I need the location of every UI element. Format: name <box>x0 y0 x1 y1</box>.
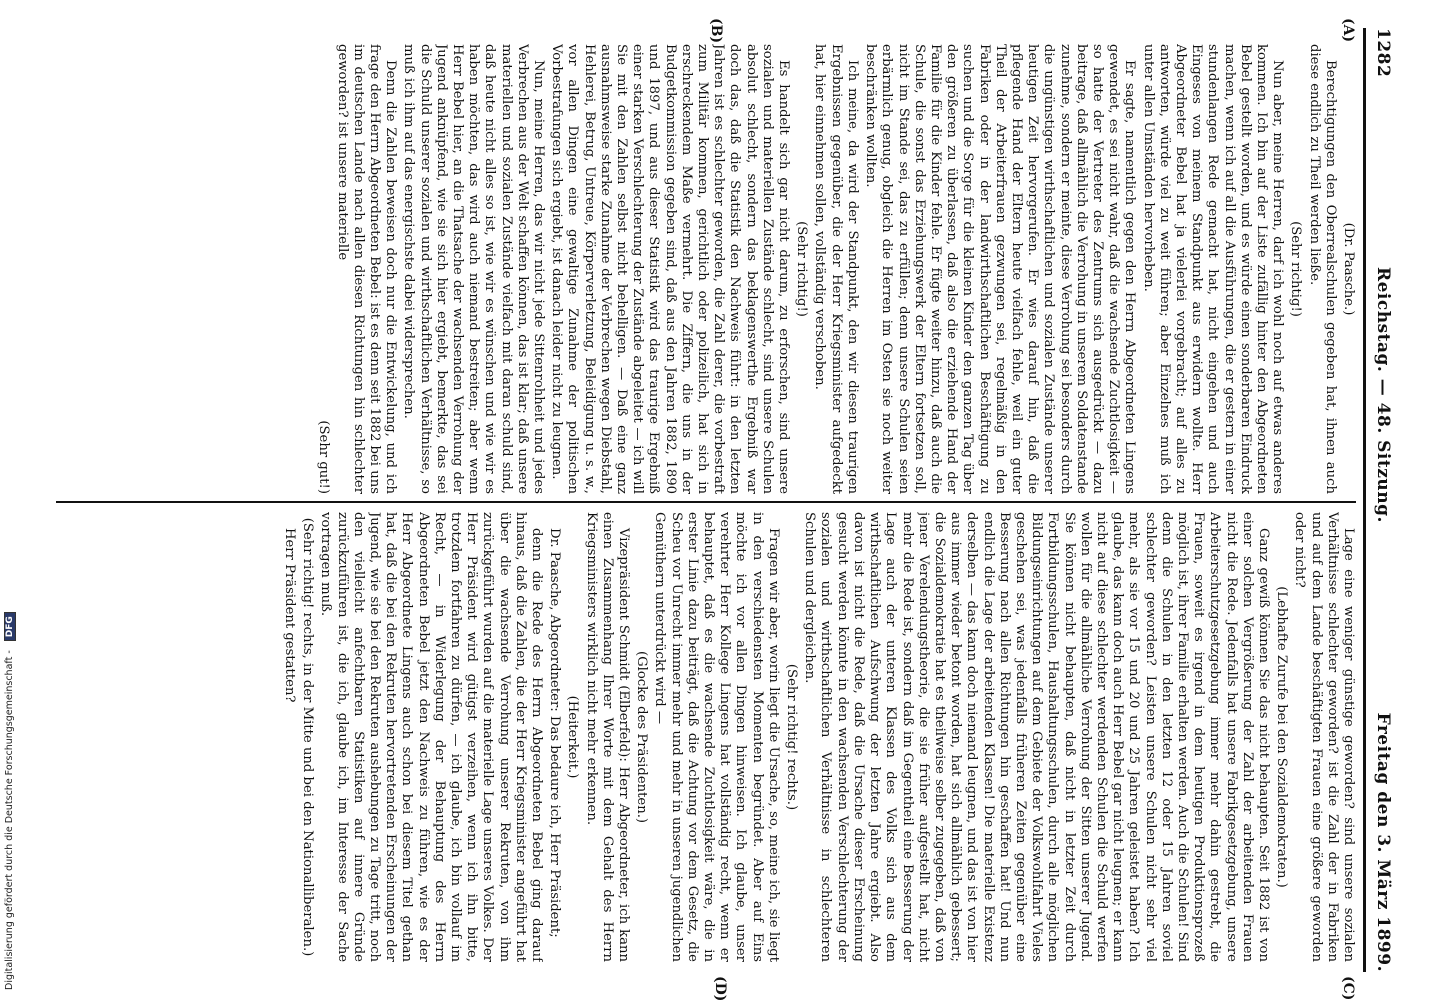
paragraph: Vizepräsident Schmidt (Elberfeld): Herr Abgeordneter, ich kann einen Zusammenhang Ihrer Worte mit dem Gehalt des Herrn Kriegsministers wirklich nicht mehr erkennen. <box>583 512 632 962</box>
right-column <box>56 512 1356 962</box>
speaker-tag: (Dr. Paasche.) <box>1341 222 1356 316</box>
page-header <box>1370 28 1396 972</box>
paragraph: Er sagte, namentlich gegen den Herrn Abgeordneten Lingens gewendet, es sei nicht wahr, daß die wachsende Zuchtlosigkeit — so hatte der Vertreter des Zentrums sich ausgedrückt — dazu beitrage, daß allmählich die Verrohung in unserem Soldatenstande zunehme, sondern er meinte, diese Verrohung sei besonders durch die ungünstigen wirthschaftlichen und sozialen Zustände unserer heutigen Zeit hervorgerufen. Er wies darauf hin, daß die pflegende Hand der Eltern heute vielfach fehle, weil ein guter Theil der Arbeiterfrauen gezwungen sei, regelmäßig in den Fabriken oder in der landwirthschaftlichen Beschäftigung zu suchen und die Sorge für die kleinen Kinder den ganzen Tag über den größeren zu überlassen, daß also die erziehende Hand der Familie für die Kinder fehle. Er fügte weiter hinzu, daß auch die Schule, die sonst das Erziehungswerk der Eltern fortsetzen soll, nicht im Stande sei, das zu erfüllen; denn unsere Schulen seien erbärmlich genug, obgleich die Herren im Osten sie noch weiter beschränken wollten. <box>863 44 1138 494</box>
header-rule <box>1363 28 1366 972</box>
paragraph: Nun, meine Herren, das wir nicht jede Sittenrohheit und jedes Verbrechen aus der Welt schaffen können, das ist klar; daß unsere materiellen und sozialen Zustände vielfach mit daran schuld sind, daß heute nicht alles so ist, wie wir es wünschen und wie wir es haben möchten, das wird auch niemand bestreiten; aber wenn Herr Bebel hier, an die Thatsache der wachsenden Verrohung der Jugend anknüpfend, wie sie sich hier ergiebt, bemerkte, das sei die Schuld unserer sozialen und wirthschaftlichen Verhältnisse, so muß ich ihm auf das energischste dabei widersprechen. <box>401 44 547 494</box>
left-column <box>56 44 1356 494</box>
paragraph: (Lebhafte Zurufe bei den Sozialdemokraten.) <box>1274 586 1290 888</box>
digitisation-credit <box>4 0 16 990</box>
paragraph: (Heiterkeit.) <box>565 695 581 779</box>
paragraph: Ich meine, da wird der Standpunkt, den wir diesen traurigen Ergebnissen gegenüber, die der Herr Kriegsminister aufgedeckt hat, hier einnehmen sollen, vollständig verschoben. <box>812 44 860 494</box>
column-divider <box>56 501 1356 503</box>
left-column-paragraphs <box>333 44 1337 494</box>
newspaper-page <box>42 18 1396 1001</box>
credit-text: Digitalisierung gefördert durch die Deutsche Forschungsgemeinschaft - <box>4 650 15 990</box>
paragraph: denn die Rede des Herrn Abgeordneten Bebel ging darauf hinaus, daß die Zahlen, die der Herr Kriegsminister angeführt hat über die wachsende Verrohung unserer Rekruten, von ihm zurückgeführt wurden auf die materielle Lage unseres Volkes. Der Herr Präsident wird gütigst verzeihen, wenn ich ihn bitte, trotzdem fortfahren zu dürfen, — ich glaube, ich bin vollauf im Recht, — in Widerlegung der Behauptung des Herrn Abgeordneten Bebel jetzt den Nachweis zu führen, wie es der Herr Abgeordnete Lingens auch schon bei diesem Titel gethan hat, daß die bei den Rekruten hervortretenden Erscheinungen der Jugend, wie sie bei den Rekruten aushebungen zu Tage tritt, noch den vielleicht anfechtbaren Statistiken auf innere Gründe zurückzuführen ist, die ich, glaube ich, im Interesse der Sache vortragen muß. <box>318 512 545 962</box>
callout: (Sehr gut!) <box>316 420 332 494</box>
paragraph: Es handelt sich gar nicht darum, zu erforschen, sind unsere sozialen und materiellen Zustände schlecht, sind unsere Schulen absolut schlecht, sondern das beklagenswerthe Ergebniß war doch das, daß die Statistik den Nachweis führt: in den letzten Jahren ist es schlechter geworden, die Zahl derer, die vorbestraft zum Militär kommen, gerichtlich oder polizeilich, hat sich in erschreckendem Maße vermehrt. Die Ziffern, die uns in der Budgetkommission gegeben sind, daß aus den Jahren 1882, 1890 und 1897, und aus dieser Statistik wird das traurige Ergebniß einer starken Verschlechterung der Zustände abgeleitet — ich will Sie mit den Zahlen selbst nicht behelligen. — Daß eine ganz ausnahmsweise starke Zunahme der Verbrechen wegen Diebstahl, Hehlerei, Betrug, Untreue, Körperverletzung, Beleidigung u. s. w., vor allen Dingen eine gewaltige Zunahme der politischen Vorbestrafungen sich ergiebt, ist danach leider nicht zu leugnen. <box>549 44 792 494</box>
paragraph: (Sehr richtig!) <box>1288 221 1304 317</box>
margin-marker-d: (D) <box>712 976 728 1001</box>
paragraph: (Glocke des Präsidenten.) <box>634 650 650 824</box>
paragraph: Fragen wir aber, worin liegt die Ursache, so, meine ich, sie liegt in den verschiedensten Momenten begründet. Aber auf Eins möchte ich vor allen Dingen hinweisen. Ich glaube, unser verehrter Herr Kollege Lingens hat vollständig recht, wenn er behauptet, daß es die wachsende Zuchtlosigkeit wäre, die in erster Linie dazu beiträgt, daß die Achtung vor dem Gesetz, die Scheu vor Unrecht immer mehr und mehr in unseren jugendlichen Gemüthern unterdrückt wird — <box>652 512 781 962</box>
paragraph: Ganz gewiß können Sie das nicht behaupten. Seit 1882 ist von einer solchen Vergrößerung der Zahl der arbeitenden Frauen nicht die Rede. Jedenfalls hat unsere Fabrikgesetzgebung, unsere Arbeiterschutzgesetzgebung immer mehr dahin gestrebt, die Frauen, soweit es irgend in dem heutigen Produktionsprozeß möglich ist, ihrer Familie erhalten werden. Auch die Schulen! Sind denn die Schulen in den letzten 12 oder 15 Jahren soviel schlechter geworden? Leisten unsere Schulen nicht sehr viel mehr, als sie vor 15 und 20 und 25 Jahren geleistet haben? Ich glaube, das kann doch auch Herr Bebel gar nicht leugnen; er kann nicht auf diese schlechter werdenden Schulen die Schuld werfen wollen für die allmähliche Verrohung der Sitten unserer Jugend. Sie können nicht behaupten, daß nicht in letzter Zeit durch Fortbildungsschulen, Haushaltungsschulen, durch alle möglichen Bildungseinrichtungen auf dem Gebiete der Volkswohlfahrt Vieles geschehen sei, was jedenfalls früheren Zeiten gegenüber eine Besserung nach allen Richtungen hin geschaffen hat! Und nun endlich die Lage der arbeitenden Klassen! Die materielle Existenz derselben — das kann doch niemand leugnen, und das ist von hier aus immer wieder betont worden, hat sich allmählich gebessert; die Sozialdemokratie hat es theilweise selber zugegeben, daß von jener Verelendungstheorie, die sie früher aufgestellt hat, nicht mehr die Rede ist, sondern daß im Gegentheil eine Besserung der Lage auch der unteren Klassen des Volks sich aus dem wirthschaftlichen Aufschwung der letzten Jahre ergiebt. Also davon ist nicht die Rede, daß die Ursache dieser Erscheinung gesucht werden könnte in den wachsenden Verschlechterung der sozialen und wirthschaftlichen Verhältnisse in schlechteren Schulen und dergleichen. <box>802 512 1271 962</box>
paragraph: Nun aber, meine Herren, darf ich wohl noch auf etwas anderes kommen. Ich bin auf der Liste zufällig hinter den Abgeordneten Bebel gestellt worden, und es würde einen sonderbaren Eindruck machen, wenn ich auf all die Ausführungen, die er gestern in einer stundenlangen Rede gemacht hat, nicht eingehen und auch Eingeses von meinem Standpunkt aus erwidern wollte. Herr Abgeordneter Bebel hat ja vielerlei vorgebracht; auf alles zu antworten, würde viel zu weit führen; aber Einzelnes muß ich unter allen Umständen hervorheben. <box>1140 44 1286 494</box>
margin-marker-b: (B) <box>708 18 724 44</box>
page-date: Freitag den 3. März 1899. <box>1373 712 1393 972</box>
paragraph: (Sehr richtig!) <box>794 221 810 317</box>
paragraph: (Sehr richtig! rechts, in der Mitte und bei den Nationalliberalen.) <box>300 517 316 957</box>
paragraph: (Sehr richtig! rechts.) <box>784 663 800 811</box>
paragraph: Dr. Paasche, Abgeordneter: Das bedaure ich, Herr Präsident; <box>547 528 563 938</box>
margin-marker-a: (A) <box>1340 18 1356 43</box>
margin-marker-c: (C) <box>1340 976 1356 1001</box>
right-column-paragraphs <box>281 512 1356 962</box>
page-title: Reichstag. — 48. Sitzung. <box>1373 266 1393 523</box>
dfg-logo: DFG <box>4 612 16 641</box>
paragraph: Denn die Zahlen beweisen doch nur die Entwickelung, und ich frage den Herrn Abgeordneten Bebel: ist es denn seit 1882 bei uns im deutschen Lande nach allen diesen Richtungen hin schlechter geworden? ist unsere materielle <box>334 44 399 494</box>
paragraph: Lage eine weniger günstige geworden? sind unsere sozialen Verhältnisse schlechter geworden? ist die Zahl der in Fabriken und auf dem Lande beschäftigten Frauen eine größere geworden oder nicht? <box>1292 512 1356 962</box>
paragraph: Berechtigungen den Oberrealschulen gegeben hat, ihnen auch diese endlich zu Theil werden ließe. <box>1306 44 1338 494</box>
paragraph: Herr Präsident gestatten? <box>282 528 297 703</box>
page-number: 1282 <box>1373 28 1393 78</box>
